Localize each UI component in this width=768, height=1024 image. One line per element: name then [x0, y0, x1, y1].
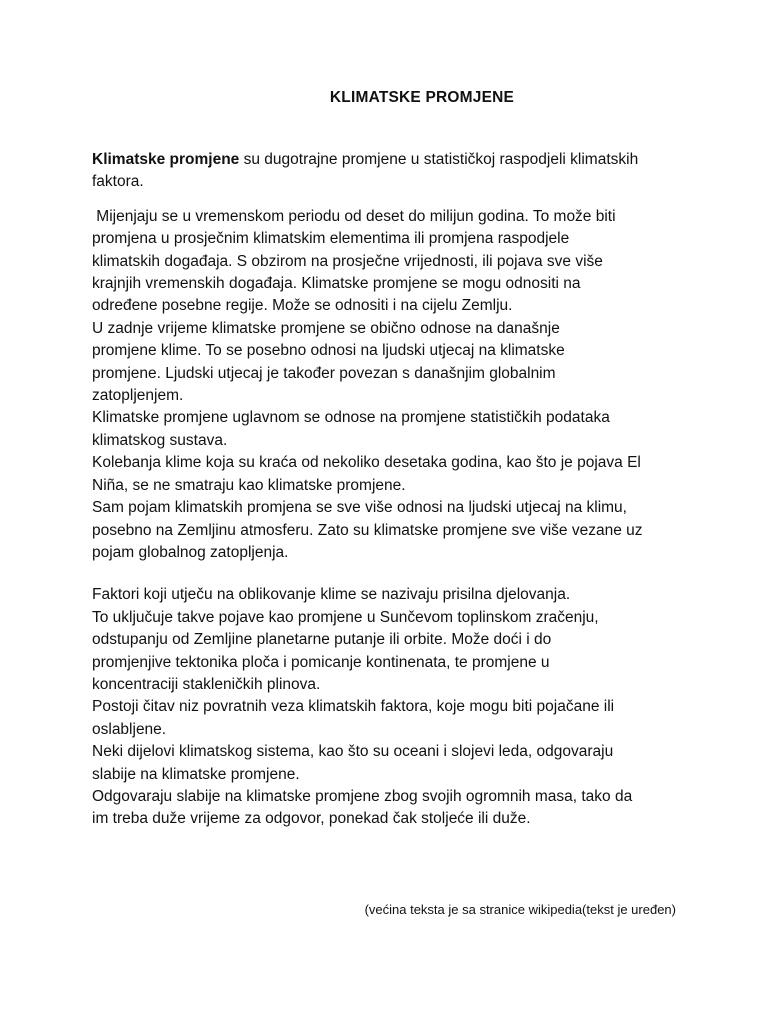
paragraph-line: pojam globalnog zatopljenja. — [92, 543, 289, 561]
intro-paragraph — [92, 149, 692, 194]
paragraph-line: promjena u prosječnim klimatskim elementima ili promjena raspodjele — [92, 230, 570, 248]
paragraph-line: Faktori koji utječu na oblikovanje klime se nazivaju prisilna djelovanja. — [92, 586, 571, 604]
paragraph-line: klimatskih događaja. S obzirom na prosječne vrijednosti, ili pojava sve više — [92, 252, 603, 270]
document-body — [92, 149, 692, 831]
paragraph-line: promjenjive tektonika ploča i pomicanje kontinenata, te promjene u — [92, 653, 550, 671]
intro-line-2: faktora. — [92, 173, 144, 191]
paragraph-line: To uključuje takve pojave kao promjene u Sunčevom toplinskom zračenju, — [92, 608, 599, 626]
paragraph-line: slabije na klimatske promjene. — [92, 765, 300, 783]
paragraph-line: promjene. Ljudski utjecaj je također povezan s današnjim globalnim — [92, 364, 556, 382]
paragraph-line: posebno na Zemljinu atmosferu. Zato su klimatske promjene sve više vezane uz — [92, 521, 643, 539]
paragraph-line: klimatskog sustava. — [92, 431, 228, 449]
paragraph-line: krajnjih vremenskih događaja. Klimatske promjene se mogu odnositi na — [92, 275, 581, 293]
paragraph-line: oslabljene. — [92, 720, 167, 738]
paragraph-line: određene posebne regije. Može se odnositi i na cijelu Zemlju. — [92, 297, 513, 315]
paragraph-line: U zadnje vrijeme klimatske promjene se obično odnose na današnje — [92, 319, 560, 337]
paragraph-line: Klimatske promjene uglavnom se odnose na promjene statističkih podataka — [92, 409, 610, 427]
paragraph-line: Odgovaraju slabije na klimatske promjene zbog svojih ogromnih masa, tako da — [92, 787, 633, 805]
paragraph-line: promjene klime. To se posebno odnosi na ljudski utjecaj na klimatske — [92, 342, 565, 360]
paragraph-line: Postoji čitav niz povratnih veza klimatskih faktora, koje mogu biti pojačane ili — [92, 698, 615, 716]
paragraph-2 — [92, 584, 692, 830]
paragraph-line: Sam pojam klimatskih promjena se sve više odnosi na ljudski utjecaj na klimu, — [92, 499, 627, 517]
paragraph-line: Kolebanja klime koja su kraća od nekoliko desetaka godina, kao što je pojava El — [92, 454, 641, 472]
paragraph-line: im treba duže vrijeme za odgovor, ponekad čak stoljeće ili duže. — [92, 810, 531, 828]
paragraph-line: odstupanju od Zemljine planetarne putanje ili orbite. Može doći i do — [92, 631, 552, 649]
paragraph-line: koncentraciji stakleničkih plinova. — [92, 675, 321, 693]
source-footnote: (većina teksta je sa stranice wikipedia(tekst je uređen) — [364, 902, 676, 917]
document-title: KLIMATSKE PROMJENE — [329, 89, 515, 106]
paragraph-line: Niña, se ne smatraju kao klimatske promjene. — [92, 476, 406, 494]
paragraph-line: Neki dijelovi klimatskog sistema, kao što su oceani i slojevi leda, odgovaraju — [92, 743, 614, 761]
intro-rest: su dugotrajne promjene u statističkoj raspodjeli klimatskih — [239, 151, 639, 168]
intro-term: Klimatske promjene — [92, 151, 240, 168]
intro-line-1 — [92, 149, 692, 171]
paragraph-line: zatopljenjem. — [92, 387, 184, 405]
paragraph-1 — [92, 206, 692, 565]
paragraph-line: Mijenjaju se u vremenskom periodu od deset do milijun godina. To može biti — [92, 207, 616, 225]
